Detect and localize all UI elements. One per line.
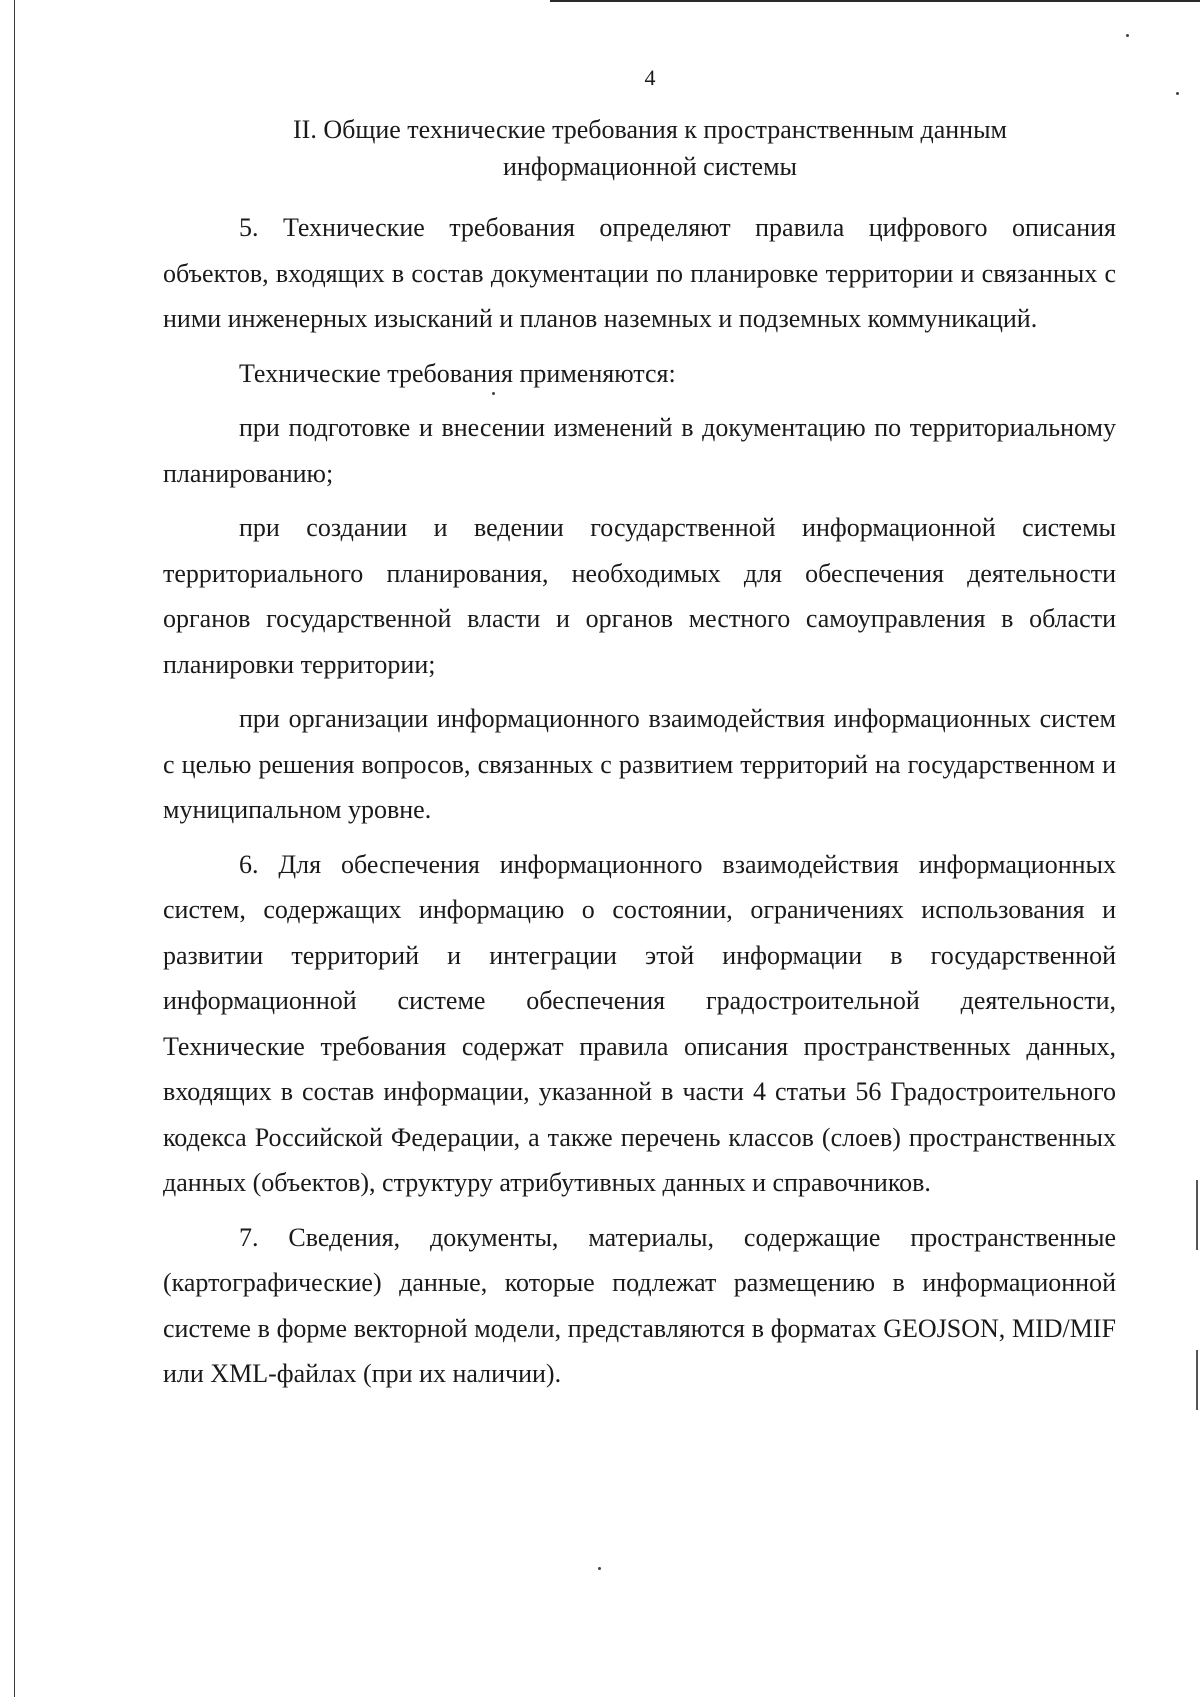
paragraph-applicability-item: при подготовке и внесении изменений в документацию по территориальному планированию; <box>163 413 1116 488</box>
paragraph-applicability-item: при организации информационного взаимодействия информационных систем с целью решения вопросов, связанных с развитием территорий на государственном и муниципальном уровне. <box>163 704 1116 824</box>
paragraph-7: 7. Сведения, документы, материалы, содержащие пространственные (картографические) данные, которые подлежат размещению в информационной системе в форме векторной модели, представляются в форматах GEOJSON, MID/MIF или XML-файлах (при их наличии). <box>163 1222 1116 1388</box>
section-title: II. Общие технические требования к пространственным данным информационной системы <box>293 115 1007 181</box>
scan-speck <box>1126 34 1129 37</box>
paragraph-applicability-item: при создании и ведении государственной информационной системы территориального планирования, необходимых для обеспечения деятельности органов государственной власти и органов местного самоуправления в области планировки территории; <box>163 513 1116 679</box>
paragraph-5: 5. Технические требования определяют правила цифрового описания объектов, входящих в состав документации по планировке территории и связанных с ними инженерных изысканий и планов наземных и подземных коммуникаций. <box>163 213 1116 333</box>
scan-right-mark <box>1196 1180 1198 1250</box>
scan-speck <box>1176 92 1179 95</box>
paragraph-6: 6. Для обеспечения информационного взаимодействия информационных систем, содержащих информацию о состоянии, ограничениях использования и развитии территорий и интеграции этой информации в государственной информационной системе обеспечения градостроительной деятельности, Технические требования содержат правила описания пространственных данных, входящих в состав информации, указанной в части 4 статьи 56 Градостроительного кодекса Российской Федерации, а также перечень классов (слоев) пространственных данных (объектов), структуру атрибутивных данных и справочников. <box>163 849 1116 1197</box>
paragraph-applicability-intro: Технические требования применяются: <box>239 358 676 388</box>
scan-speck <box>598 1567 601 1570</box>
scan-right-mark <box>1196 1350 1198 1410</box>
scan-left-edge <box>14 0 15 1697</box>
body-text <box>163 205 1116 1406</box>
page-number: 4 <box>644 65 656 90</box>
scan-top-rule <box>550 0 1200 2</box>
